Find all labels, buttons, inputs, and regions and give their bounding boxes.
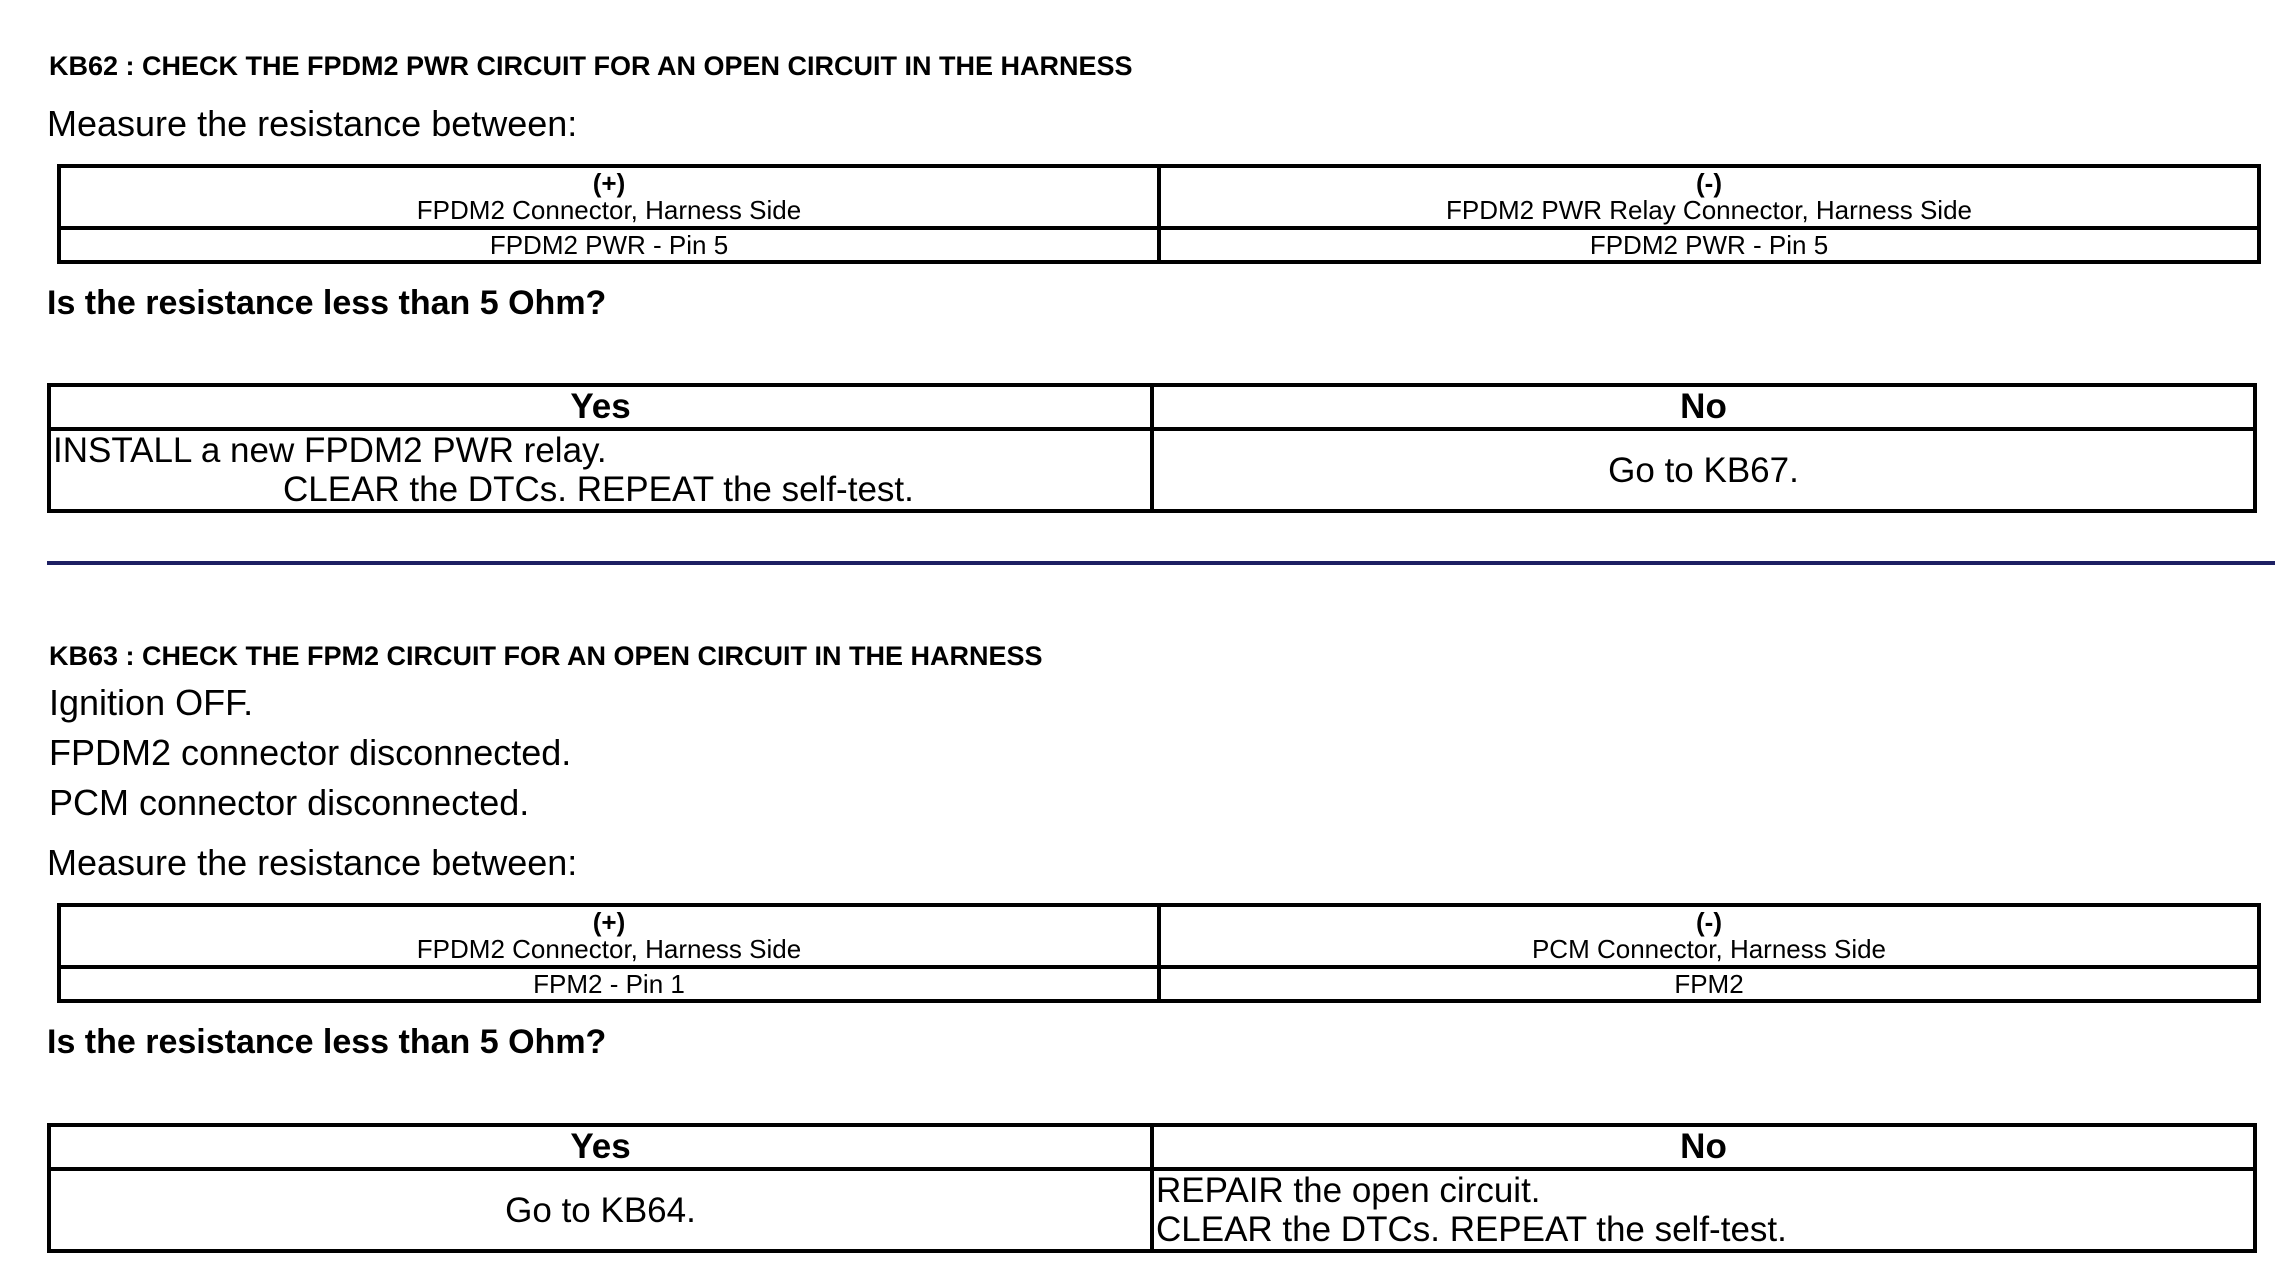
kb62-minus-pin: FPDM2 PWR - Pin 5 <box>1159 228 2259 262</box>
kb62-plus-header <box>59 166 1159 228</box>
kb62-minus-connector: FPDM2 PWR Relay Connector, Harness Side <box>1446 195 1972 225</box>
kb62-answer-table <box>47 383 2257 513</box>
kb62-plus-pin: FPDM2 PWR - Pin 5 <box>59 228 1159 262</box>
kb63-title: KB63 : CHECK THE FPM2 CIRCUIT FOR AN OPEN CIRCUIT IN THE HARNESS <box>49 641 1043 671</box>
kb62-minus-sign: (-) <box>1696 168 1722 198</box>
kb63-condition-1: Ignition OFF. <box>49 682 254 723</box>
kb62-question: Is the resistance less than 5 Ohm? <box>47 284 607 322</box>
kb63-no-header: No <box>1152 1125 2255 1169</box>
kb62-minus-header <box>1159 166 2259 228</box>
kb63-minus-header <box>1159 905 2259 967</box>
kb63-minus-pin: FPM2 <box>1159 967 2259 1001</box>
kb62-yes-cell <box>49 429 1152 511</box>
kb63-no-line1: REPAIR the open circuit. <box>1156 1171 1541 1210</box>
kb63-plus-connector: FPDM2 Connector, Harness Side <box>416 934 802 964</box>
kb63-condition-2: FPDM2 connector disconnected. <box>49 732 572 773</box>
kb63-minus-sign: (-) <box>1696 907 1722 937</box>
kb63-no-line2: CLEAR the DTCs. REPEAT the self-test. <box>1156 1210 1787 1249</box>
kb62-no-cell: Go to KB67. <box>1152 429 2255 511</box>
kb62-plus-sign: (+) <box>592 168 626 198</box>
kb62-yes-header: Yes <box>49 385 1152 429</box>
kb62-plus-connector: FPDM2 Connector, Harness Side <box>416 195 802 225</box>
kb63-measure-label: Measure the resistance between: <box>47 842 578 883</box>
kb63-yes-header: Yes <box>49 1125 1152 1169</box>
kb63-condition-3: PCM connector disconnected. <box>49 782 530 823</box>
kb62-yes-line2: CLEAR the DTCs. REPEAT the self-test. <box>283 470 914 509</box>
kb63-yes-cell: Go to KB64. <box>49 1169 1152 1251</box>
section-divider <box>47 561 2275 565</box>
kb62-measure-label: Measure the resistance between: <box>47 103 578 144</box>
kb63-plus-pin: FPM2 - Pin 1 <box>59 967 1159 1001</box>
kb63-measurement-table <box>57 903 2261 1003</box>
kb63-answer-table <box>47 1123 2257 1253</box>
kb63-no-cell <box>1152 1169 2255 1251</box>
kb63-plus-sign: (+) <box>592 907 626 937</box>
kb62-no-header: No <box>1152 385 2255 429</box>
kb63-minus-connector: PCM Connector, Harness Side <box>1531 934 1887 964</box>
kb63-question: Is the resistance less than 5 Ohm? <box>47 1023 607 1061</box>
kb62-yes-line1: INSTALL a new FPDM2 PWR relay. <box>53 431 607 470</box>
kb63-plus-header <box>59 905 1159 967</box>
kb62-measurement-table <box>57 164 2261 264</box>
kb62-title: KB62 : CHECK THE FPDM2 PWR CIRCUIT FOR AN OPEN CIRCUIT IN THE HARNESS <box>49 51 1133 81</box>
